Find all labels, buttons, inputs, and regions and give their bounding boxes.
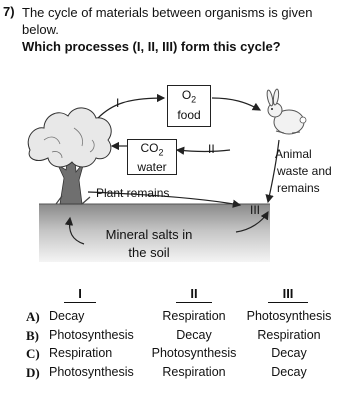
water-label: water — [137, 160, 167, 175]
column-header-III: III — [282, 286, 294, 301]
animal-label-line3: remains — [277, 181, 320, 195]
option-c-cell-1: Respiration — [49, 346, 113, 360]
option-d-letter[interactable]: D) — [26, 365, 40, 380]
process-label-I: I — [116, 96, 120, 110]
process-label-II: II — [208, 142, 215, 156]
option-c-letter[interactable]: C) — [26, 346, 40, 361]
animal-label-line1: Animal — [275, 147, 312, 161]
question-text-line2: below. — [22, 22, 59, 37]
co2-sub: 2 — [158, 147, 164, 158]
co2-water-box — [127, 139, 177, 175]
rabbit-icon — [266, 89, 306, 134]
option-b-cell-1: Photosynthesis — [49, 328, 134, 342]
animal-label-line2: waste and — [277, 164, 332, 178]
option-d-cell-2: Respiration — [162, 365, 226, 379]
option-a-cell-3: Photosynthesis — [246, 309, 332, 323]
option-b-cell-3: Respiration — [257, 328, 321, 342]
arrow-rabbit-to-co2 — [177, 150, 230, 152]
question-prompt: Which processes (I, II, III) form this cycle? — [22, 39, 281, 54]
arrow-o2-to-rabbit — [212, 98, 260, 110]
column-header-I: I — [78, 286, 82, 301]
o2-sub: 2 — [191, 94, 197, 105]
option-b-cell-2: Decay — [176, 328, 212, 342]
column-header-II: II — [190, 286, 198, 301]
column-underline-I — [64, 302, 96, 303]
option-a-cell-1: Decay — [49, 309, 85, 323]
question-text-line1: The cycle of materials between organisms is given — [22, 5, 313, 20]
option-c-cell-3: Decay — [271, 346, 307, 360]
o2-main: O — [181, 88, 192, 102]
option-b-letter[interactable]: B) — [26, 328, 39, 343]
soil-label-line1: Mineral salts in — [105, 227, 193, 242]
arrow-tree-to-o2 — [98, 98, 164, 118]
plant-remains-label: Plant remains — [96, 186, 170, 200]
option-d-cell-1: Photosynthesis — [49, 365, 134, 379]
o2-food-box — [167, 85, 211, 127]
food-label: food — [177, 108, 201, 123]
column-underline-III — [268, 302, 308, 303]
option-a-cell-2: Respiration — [162, 309, 226, 323]
option-c-cell-2: Photosynthesis — [151, 346, 237, 360]
soil-label-line2: the soil — [128, 245, 170, 260]
option-a-letter[interactable]: A) — [26, 309, 40, 324]
option-d-cell-3: Decay — [271, 365, 307, 379]
question-number: 7) — [3, 4, 15, 19]
column-underline-II — [176, 302, 212, 303]
process-label-III: III — [250, 203, 261, 217]
co2-main: CO — [140, 141, 159, 155]
